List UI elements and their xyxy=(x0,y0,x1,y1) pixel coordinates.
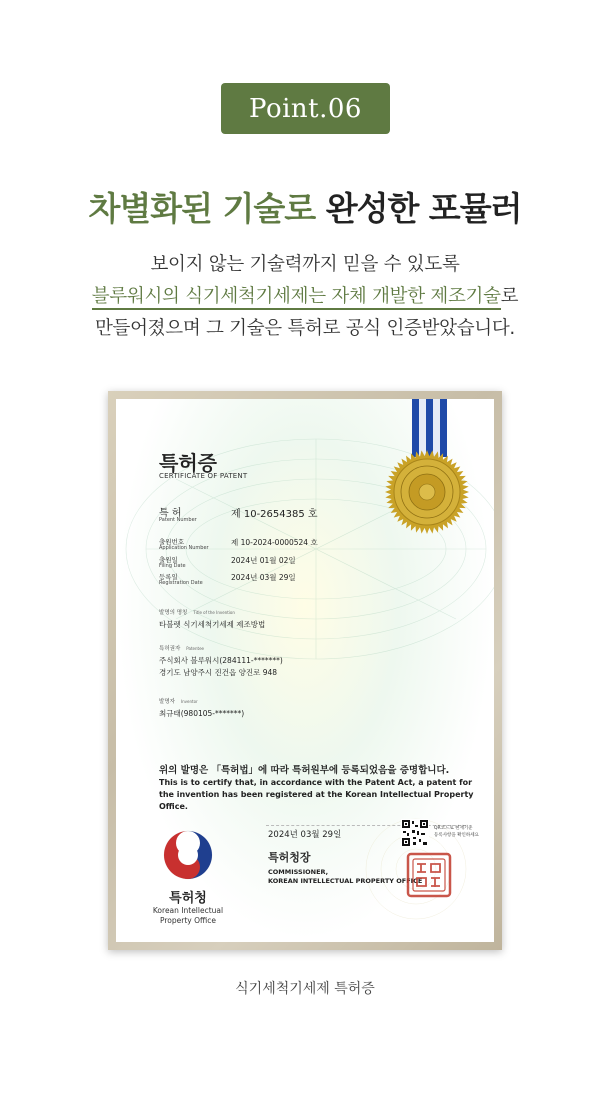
certificate-frame xyxy=(108,391,502,950)
inventor-label xyxy=(159,697,198,705)
patentee-label-en: Patentee xyxy=(186,646,205,651)
description-suffix: 로 xyxy=(500,286,519,307)
certify-statement-ko: 위의 발명은 「특허법」에 따라 특허원부에 등록되었음을 증명합니다. xyxy=(159,765,450,776)
kipo-name: 특허청 xyxy=(169,891,207,906)
patent-number-label: 특 허 xyxy=(159,508,182,519)
patentee-label-ko: 특허권자 xyxy=(159,646,181,652)
kipo-name-en-1: Korean Intellectual xyxy=(152,906,224,915)
invention-label-en: Title of the Invention xyxy=(193,610,235,615)
inventor-label-en: Inventor xyxy=(180,699,198,704)
kipo-name-en-2: Property Office xyxy=(159,916,216,925)
invention-value: 타블렛 식기세척기세제 제조방법 xyxy=(159,620,266,629)
inventor-label-ko: 발명자 xyxy=(159,699,175,705)
commissioner-title: 특허청장 xyxy=(268,851,311,864)
headline xyxy=(0,183,610,230)
registration-date-label: 등록일 xyxy=(159,573,178,581)
qr-code-icon xyxy=(401,819,429,847)
registration-date-value: 2024년 03월 29일 xyxy=(231,573,296,582)
patent-number-value: 제 10-2654385 호 xyxy=(231,509,318,520)
inventor-value: 최규태(980105-*******) xyxy=(159,709,245,718)
gold-seal-icon xyxy=(384,449,470,535)
filing-date-label-en: Filing Date xyxy=(159,563,186,569)
invention-label xyxy=(159,608,235,616)
description-highlight: 블루워시의 식기세척기세제는 자체 개발한 제조기술 xyxy=(92,286,501,310)
patentee-address: 경기도 남양주시 진건읍 양진로 948 xyxy=(159,668,278,677)
description-line-3: 만들어졌으며 그 기술은 특허로 공식 인증받았습니다. xyxy=(94,318,516,339)
headline-rest: 완성한 포뮬러 xyxy=(325,189,522,228)
qr-note-1: QR코드로 현재기준 xyxy=(434,826,473,831)
headline-accent: 차별화된 기술로 xyxy=(88,189,316,228)
certificate-paper xyxy=(116,399,494,942)
point-badge: Point.06 xyxy=(221,83,390,134)
issue-date: 2024년 03월 29일 xyxy=(268,830,342,840)
qr-note-2: 등록사항을 확인하세요 xyxy=(434,833,479,838)
patentee-name: 주식회사 블루워시(284111-*******) xyxy=(159,656,283,665)
description-line-2 xyxy=(0,282,610,308)
patent-number-label-en: Patent Number xyxy=(159,517,197,523)
filing-date-label: 출원일 xyxy=(159,556,178,564)
application-number-label: 출원번호 xyxy=(159,538,185,546)
commissioner-en-1: COMMISSIONER, xyxy=(268,868,329,876)
kipo-logo-icon xyxy=(162,829,214,881)
certify-statement-en: This is to certify that, in accordance with the Patent Act, a patent for the invention has been registered at the Korean Intellectual Property Office. xyxy=(159,778,474,811)
description-line-1: 보이지 않는 기술력까지 믿을 수 있도록 xyxy=(150,254,460,275)
official-stamp-icon xyxy=(406,852,452,898)
filing-date-value: 2024년 01월 02일 xyxy=(231,556,296,565)
certificate-title: 특허증 xyxy=(159,451,217,475)
patentee-label xyxy=(159,644,204,652)
invention-label-ko: 발명의 명칭 xyxy=(159,610,188,616)
certificate-caption: 식기세척기세제 특허증 xyxy=(235,981,375,997)
commissioner-en-2: KOREAN INTELLECTUAL PROPERTY OFFICE xyxy=(268,877,423,885)
certificate-subtitle: CERTIFICATE OF PATENT xyxy=(159,472,248,480)
application-number-label-en: Application Number xyxy=(159,545,209,551)
registration-date-label-en: Registration Date xyxy=(159,580,203,586)
application-number-value: 제 10-2024-0000524 호 xyxy=(231,538,318,547)
